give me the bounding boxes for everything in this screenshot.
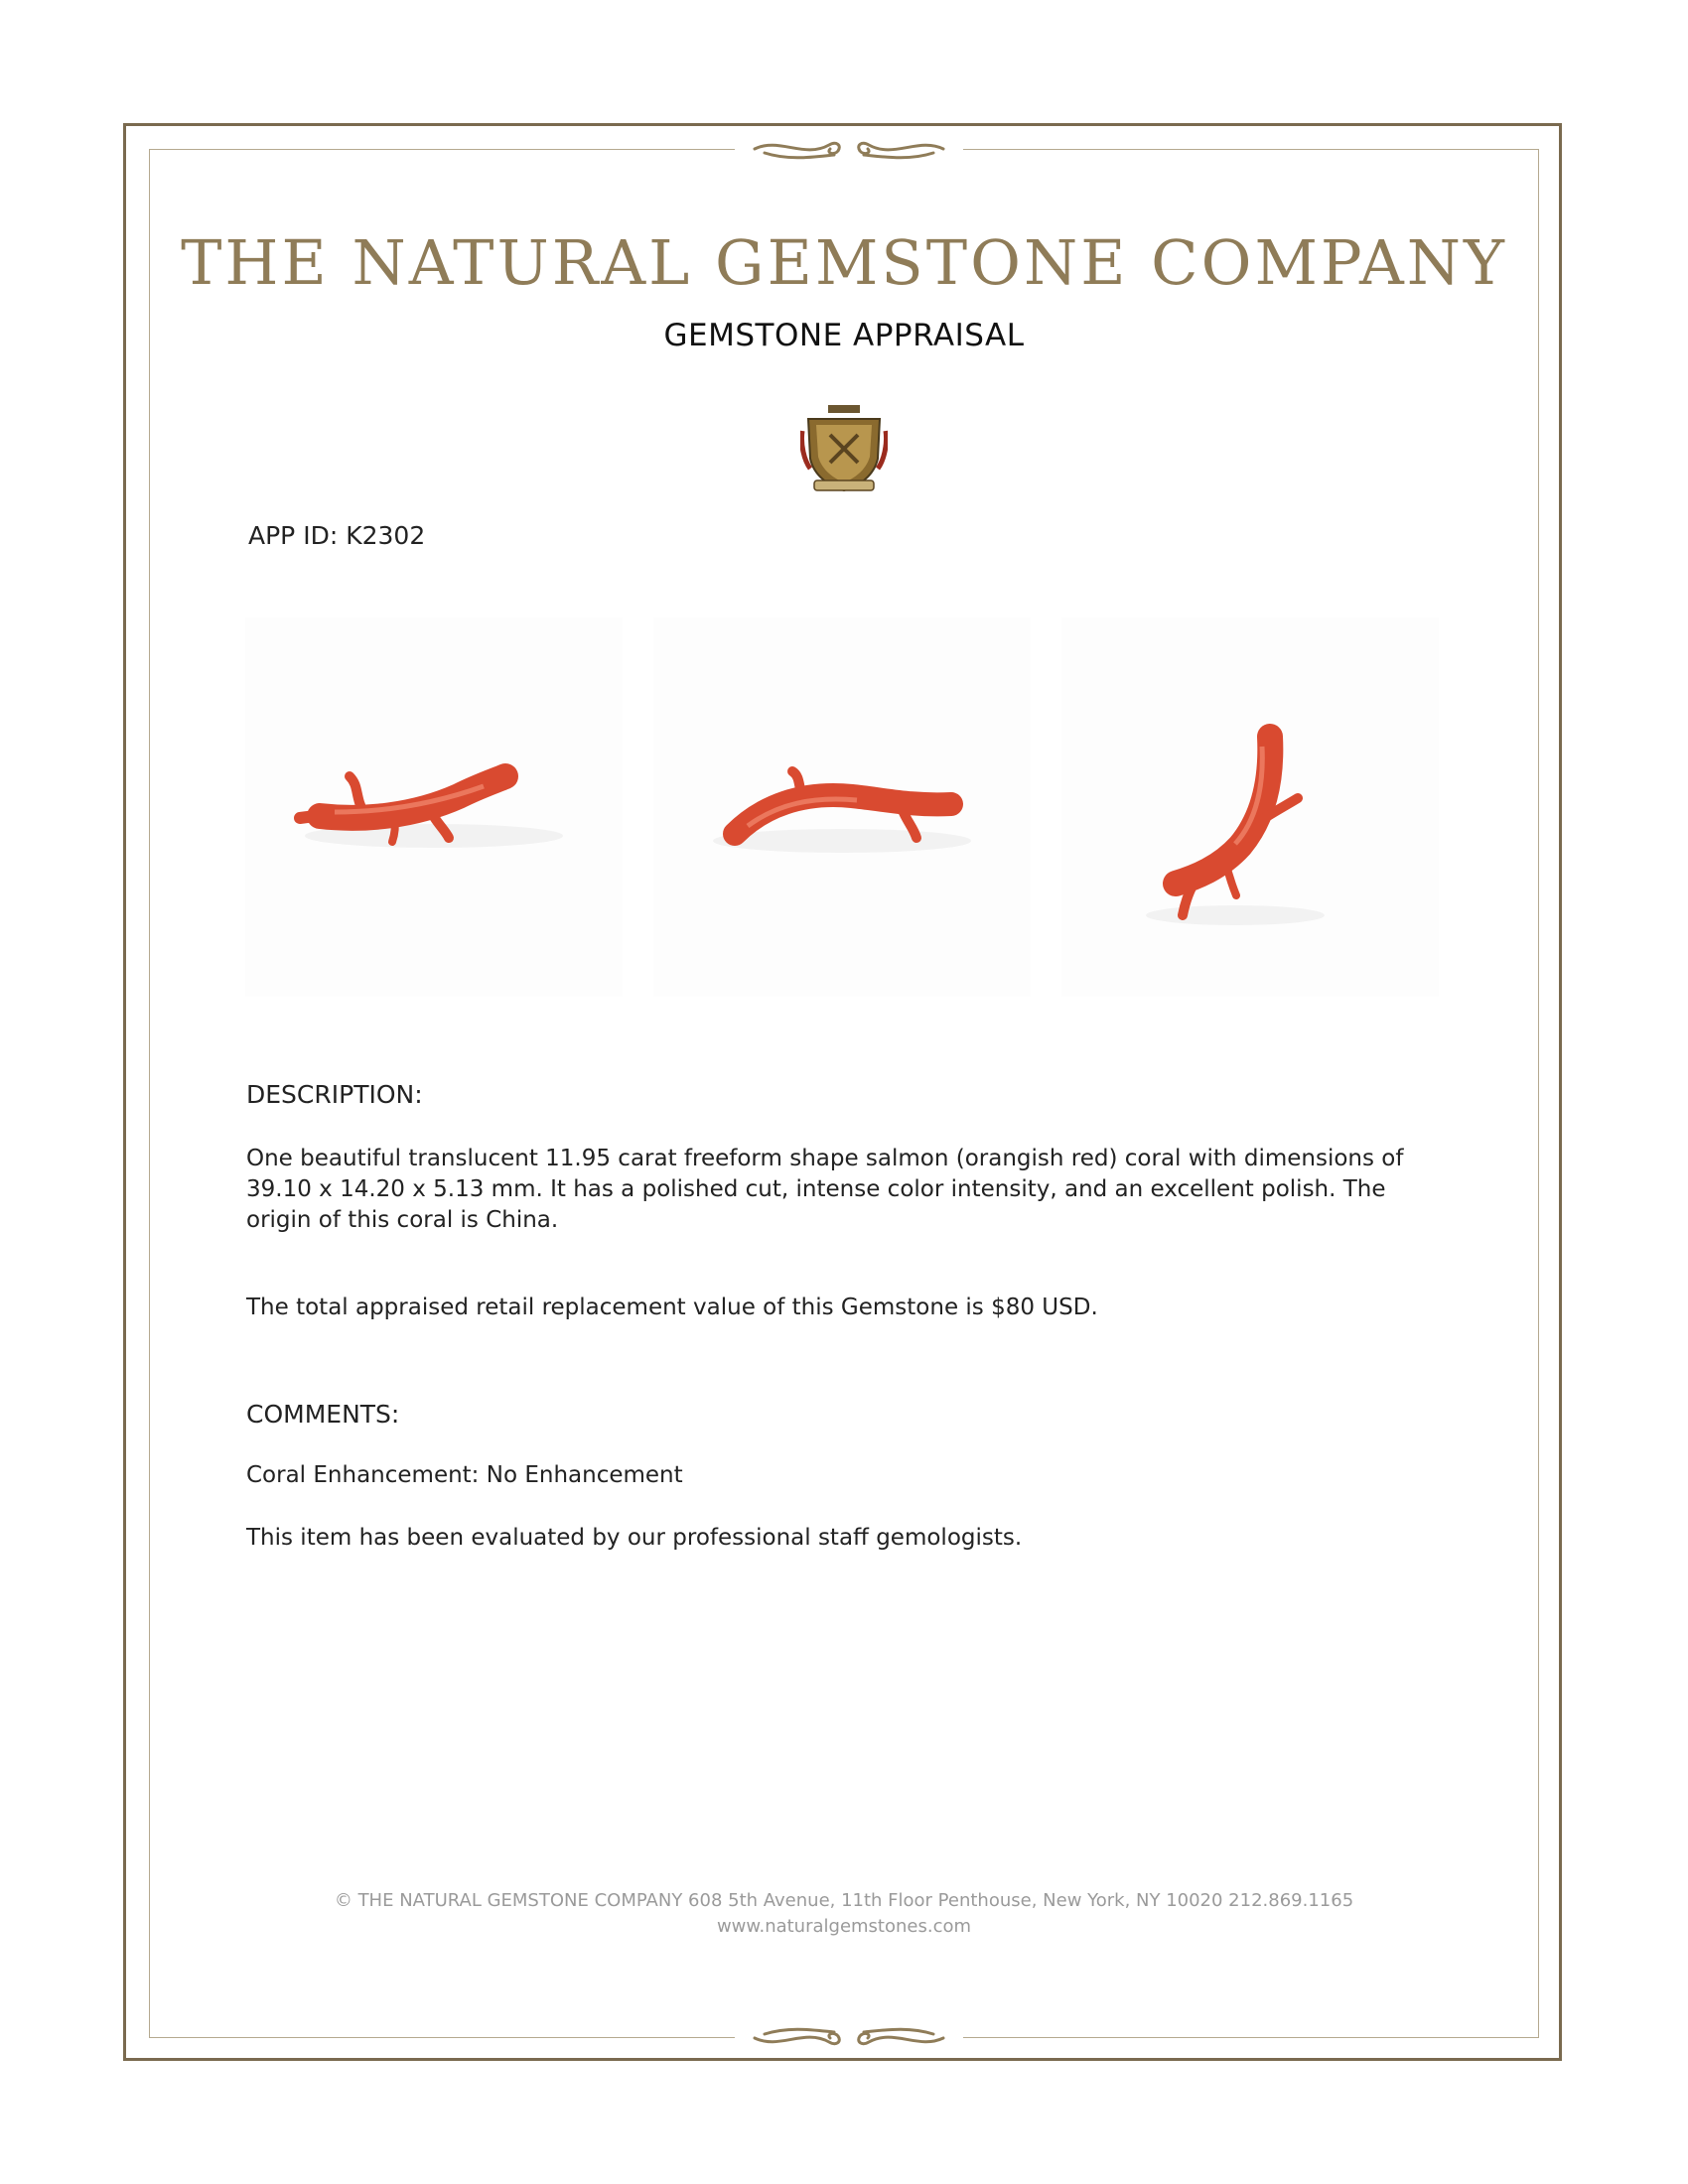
comments-heading: COMMENTS: bbox=[246, 1400, 400, 1429]
gemstone-photo-front bbox=[245, 617, 623, 997]
footer-address: © THE NATURAL GEMSTONE COMPANY 608 5th Avenue, 11th Floor Penthouse, New York, NY 10020 212.869.1165 bbox=[334, 1890, 1354, 1911]
app-id-value: K2302 bbox=[346, 521, 426, 550]
company-title: THE NATURAL GEMSTONE COMPANY bbox=[181, 226, 1507, 299]
top-flourish-icon bbox=[735, 129, 963, 169]
document-title: GEMSTONE APPRAISAL bbox=[663, 318, 1025, 353]
app-id-label: APP ID: bbox=[248, 521, 339, 550]
gemstone-photo-side bbox=[1061, 617, 1439, 997]
crest-logo-icon bbox=[800, 401, 888, 496]
app-id bbox=[248, 521, 425, 550]
description-text: One beautiful translucent 11.95 carat freeform shape salmon (orangish red) coral with dimensions of 39.10 x 14.20 x 5.13 mm. It has a polished cut, intense color intensity, and an excellent polish. The origin of this coral is China. bbox=[246, 1146, 1404, 1233]
appraised-value-text: The total appraised retail replacement value of this Gemstone is $80 USD. bbox=[246, 1295, 1098, 1320]
enhancement-text: Coral Enhancement: No Enhancement bbox=[246, 1462, 683, 1488]
gemstone-photo-back bbox=[653, 617, 1031, 997]
bottom-flourish-icon bbox=[735, 2018, 963, 2058]
evaluation-text: This item has been evaluated by our professional staff gemologists. bbox=[246, 1525, 1023, 1551]
description-heading: DESCRIPTION: bbox=[246, 1080, 423, 1109]
footer-website-link[interactable]: www.naturalgemstones.com bbox=[716, 1916, 972, 1937]
